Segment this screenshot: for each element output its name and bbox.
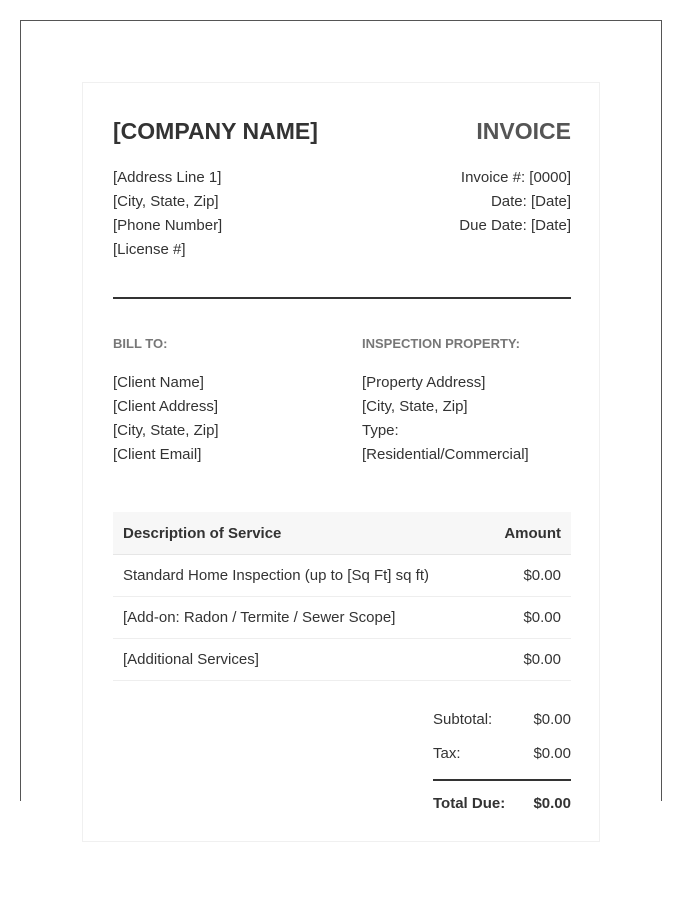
company-address [113, 166, 222, 262]
service-description: [Additional Services] [123, 651, 259, 668]
tax-value: $0.00 [533, 745, 571, 762]
column-header-description: Description of Service [123, 524, 282, 542]
table-row [113, 555, 571, 597]
service-amount: $0.00 [523, 651, 561, 668]
invoice-sheet [82, 82, 600, 842]
inspection-property-label: INSPECTION PROPERTY: [362, 336, 520, 351]
property-type-value: [Residential/Commercial] [362, 446, 529, 463]
address-line: [License #] [113, 241, 186, 258]
services-table [113, 512, 571, 681]
address-line: [Address Line 1] [113, 169, 222, 186]
subtotal-row [433, 703, 571, 737]
service-description: [Add-on: Radon / Termite / Sewer Scope] [123, 609, 396, 626]
property-type-label: Type: [362, 422, 399, 439]
total-due-label: Total Due: [433, 795, 506, 812]
service-amount: $0.00 [523, 567, 561, 584]
total-due-value: $0.00 [533, 795, 571, 812]
tax-row [433, 737, 571, 771]
totals-divider [433, 779, 571, 781]
subtotal-value: $0.00 [533, 711, 571, 728]
table-header [113, 512, 571, 555]
client-address: [Client Address] [113, 398, 219, 415]
tax-label: Tax: [433, 745, 461, 762]
company-name: [COMPANY NAME] [113, 118, 318, 144]
invoice-date: Date: [Date] [490, 193, 571, 210]
property-block [362, 371, 529, 467]
column-header-amount: Amount [504, 524, 561, 542]
client-city: [City, State, Zip] [113, 422, 219, 439]
property-address: [Property Address] [362, 374, 486, 391]
total-due-row [433, 795, 571, 812]
invoice-number: Invoice #: [0000] [460, 169, 571, 186]
table-row [113, 639, 571, 681]
totals-block [433, 703, 571, 812]
header-divider [113, 297, 571, 299]
invoice-due-date: Due Date: [Date] [459, 217, 571, 234]
client-email: [Client Email] [113, 446, 202, 463]
service-description: Standard Home Inspection (up to [Sq Ft] sq ft) [123, 567, 429, 584]
invoice-title: INVOICE [476, 118, 571, 144]
bill-to-label: BILL TO: [113, 336, 168, 351]
invoice-meta [459, 166, 571, 238]
bill-to-block [113, 371, 219, 467]
address-line: [City, State, Zip] [113, 193, 219, 210]
service-amount: $0.00 [523, 609, 561, 626]
table-row [113, 597, 571, 639]
document-viewport [20, 20, 662, 812]
address-line: [Phone Number] [113, 217, 223, 234]
subtotal-label: Subtotal: [433, 711, 493, 728]
property-city: [City, State, Zip] [362, 398, 468, 415]
client-name: [Client Name] [113, 374, 204, 391]
